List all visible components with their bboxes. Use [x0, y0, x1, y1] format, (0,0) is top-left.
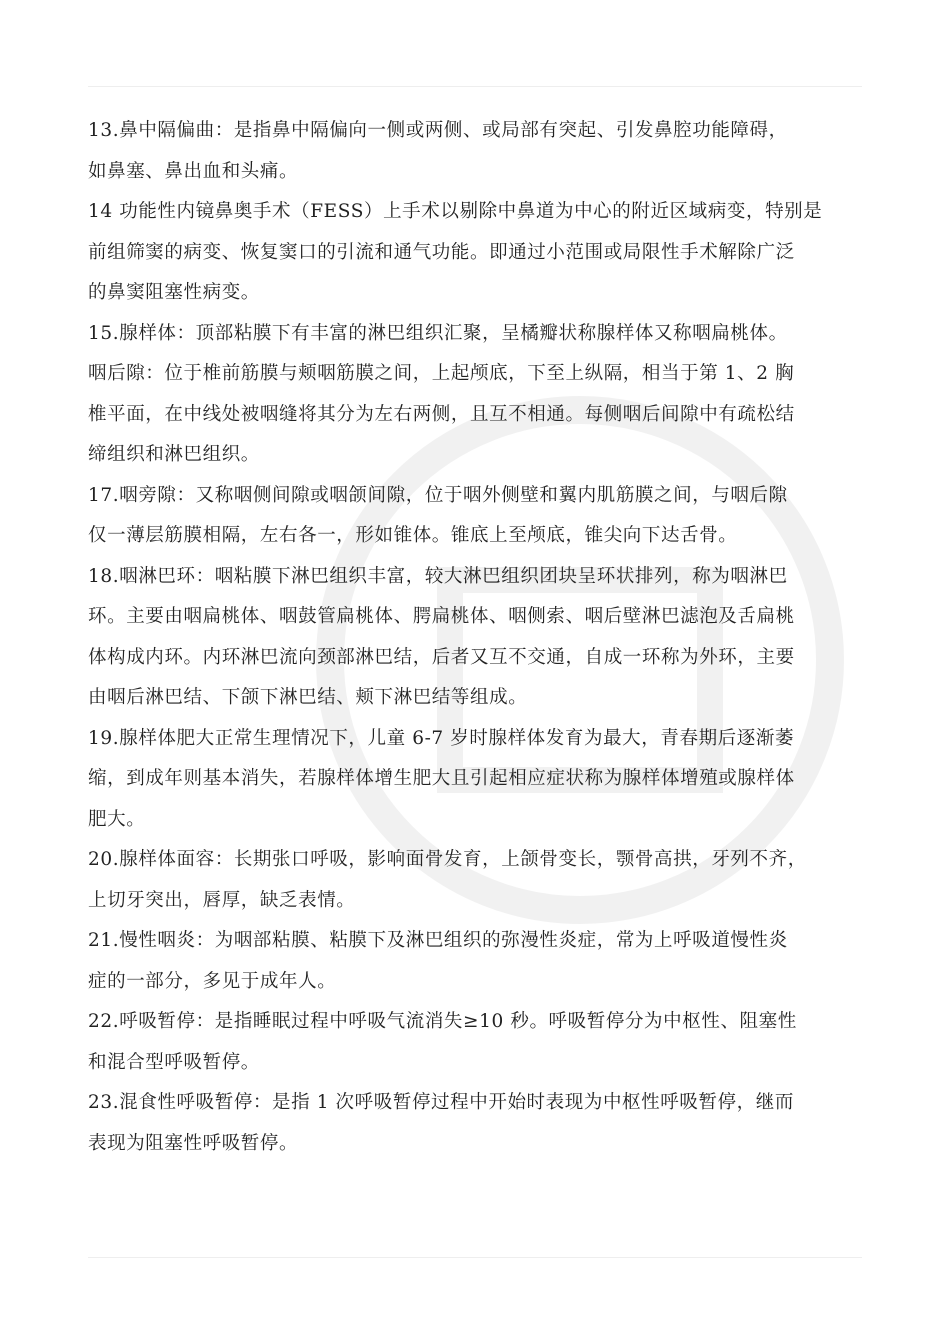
definition-entry: [88, 476, 863, 557]
text-line: 肥大。: [88, 808, 146, 830]
text-line: 症的一部分，多见于成年人。: [88, 970, 337, 992]
definition-entry: [88, 1083, 863, 1164]
definition-entry: [88, 192, 863, 314]
definition-entry: [88, 719, 863, 841]
text-line: 上切牙突出，唇厚，缺乏表情。: [88, 889, 356, 911]
text-line: 22.呼吸暂停：是指睡眠过程中呼吸气流消失≥10 秒。呼吸暂停分为中枢性、阻塞性: [88, 1011, 797, 1032]
text-line: 缔组织和淋巴组织。: [88, 444, 260, 465]
text-line: 咽后隙：位于椎前筋膜与颊咽筋膜之间，上起颅底，下至上纵隔，相当于第 1、2 胸: [88, 363, 795, 384]
text-line: 仅一薄层筋膜相隔，左右各一，形如锥体。锥底上至颅底，锥尖向下达舌骨。: [88, 525, 738, 546]
footer-divider: [88, 1257, 862, 1258]
definition-entry: [88, 1002, 863, 1083]
text-line: 17.咽旁隙：又称咽侧间隙或咽颌间隙，位于咽外侧壁和翼内肌筋膜之间，与咽后隙: [88, 484, 788, 506]
text-line: 如鼻塞、鼻出血和头痛。: [88, 160, 299, 182]
text-line: 18.咽淋巴环：咽粘膜下淋巴组织丰富，较大淋巴组织团块呈环状排列，称为咽淋巴: [88, 565, 788, 587]
text-line: 的鼻窦阻塞性病变。: [88, 282, 260, 303]
text-line: 23.混食性呼吸暂停：是指 1 次呼吸暂停过程中开始时表现为中枢性呼吸暂停，继而: [88, 1092, 794, 1113]
definition-entry: [88, 840, 863, 921]
text-line: 14 功能性内镜鼻奥手术（FESS）上手术以剔除中鼻道为中心的附近区域病变，特别是: [88, 201, 823, 222]
text-line: 20.腺样体面容：长期张口呼吸，影响面骨发育，上颌骨变长，颚骨高拱，牙列不齐，: [88, 849, 807, 870]
text-line: 椎平面，在中线处被咽缝将其分为左右两侧，且互不相通。每侧咽后间隙中有疏松结: [88, 403, 795, 425]
text-line: 体构成内环。内环淋巴流向颈部淋巴结，后者又互不交通，自成一环称为外环，主要: [88, 646, 795, 668]
text-line: 环。主要由咽扁桃体、咽鼓管扁桃体、腭扁桃体、咽侧索、咽后壁淋巴滤泡及舌扁桃: [88, 606, 795, 627]
text-line: 和混合型呼吸暂停。: [88, 1051, 260, 1073]
text-line: 缩，到成年则基本消失，若腺样体增生肥大且引起相应症状称为腺样体增殖或腺样体: [88, 768, 795, 789]
text-line: 19.腺样体肥大正常生理情况下，儿童 6-7 岁时腺样体发育为最大，青春期后逐渐萎: [88, 727, 795, 749]
definition-entry: [88, 354, 863, 476]
text-line: 前组筛窦的病变、恢复窦口的引流和通气功能。即通过小范围或局限性手术解除广泛: [88, 241, 795, 263]
definition-entry: [88, 314, 863, 355]
header-divider: [88, 86, 862, 87]
definition-entry: [88, 557, 863, 719]
text-line: 15.腺样体：顶部粘膜下有丰富的淋巴组织汇聚，呈橘瓣状称腺样体又称咽扁桃体。: [88, 322, 788, 344]
definition-entry: [88, 111, 863, 192]
definition-entry: [88, 921, 863, 1002]
text-line: 21.慢性咽炎：为咽部粘膜、粘膜下及淋巴组织的弥漫性炎症，常为上呼吸道慢性炎: [88, 930, 788, 951]
text-line: 由咽后淋巴结、下颌下淋巴结、颊下淋巴结等组成。: [88, 687, 528, 708]
text-line: 表现为阻塞性呼吸暂停。: [88, 1132, 299, 1154]
text-line: 13.鼻中隔偏曲：是指鼻中隔偏向一侧或两侧、或局部有突起、引发鼻腔功能障碍，: [88, 120, 788, 141]
document-body: [88, 111, 863, 1164]
